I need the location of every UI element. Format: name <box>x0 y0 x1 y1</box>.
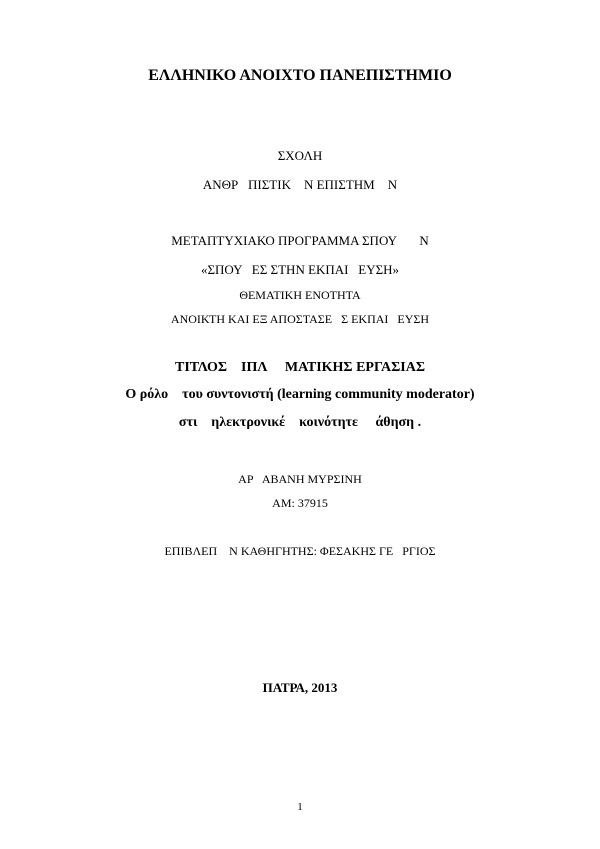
thesis-title-line-2: στι ηλεκτρονικέ κοινότητε άθηση . <box>178 415 422 430</box>
author-name: ΑΡ ΑΒΑΝΗ ΜΥΡΣΙΝΗ <box>238 472 362 486</box>
university-name: ΕΛΛΗΝΙΚΟ ΑΝΟΙΧΤΟ ΠΑΝΕΠΙΣΤΗΜΙΟ <box>148 67 452 84</box>
program-line: ΜΕΤΑΠΤΥΧΙΑΚΟ ΠΡΟΓΡΑΜΜΑ ΣΠΟΥ Ν <box>171 233 429 248</box>
thesis-heading: ΤΙΤΛΟΣ ΙΠΛ ΜΑΤΙΚΗΣ ΕΡΓΑΣΙΑΣ <box>174 360 425 375</box>
module-label: ΘΕΜΑΤΙΚΗ ΕΝΟΤΗΤΑ <box>239 288 361 302</box>
thesis-title-line-1: Ο ρόλο του συντονιστή (learning community moderator) <box>125 387 475 402</box>
page-number: 1 <box>297 801 303 813</box>
place-year: ΠΑΤΡΑ, 2013 <box>262 680 338 695</box>
school-name: ΑΝΘΡ ΠΙΣΤΙΚ Ν ΕΠΙΣΤΗΜ Ν <box>202 177 398 192</box>
module-name: ΑΝΟΙΚΤΗ ΚΑΙ ΕΞ ΑΠΟΣΤΑΣΕ Σ ΕΚΠΑΙ ΕΥΣΗ <box>170 312 430 326</box>
program-name: «ΣΠΟΥ ΕΣ ΣΤΗΝ ΕΚΠΑΙ ΕΥΣΗ» <box>200 262 400 277</box>
student-id: ΑΜ: 37915 <box>272 496 328 510</box>
school-label: ΣΧΟΛΗ <box>277 148 323 163</box>
supervisor: ΕΠΙΒΛΕΠ Ν ΚΑΘΗΓΗΤΗΣ: ΦΕΣΑΚΗΣ ΓΕ ΡΓΙΟΣ <box>164 544 436 558</box>
